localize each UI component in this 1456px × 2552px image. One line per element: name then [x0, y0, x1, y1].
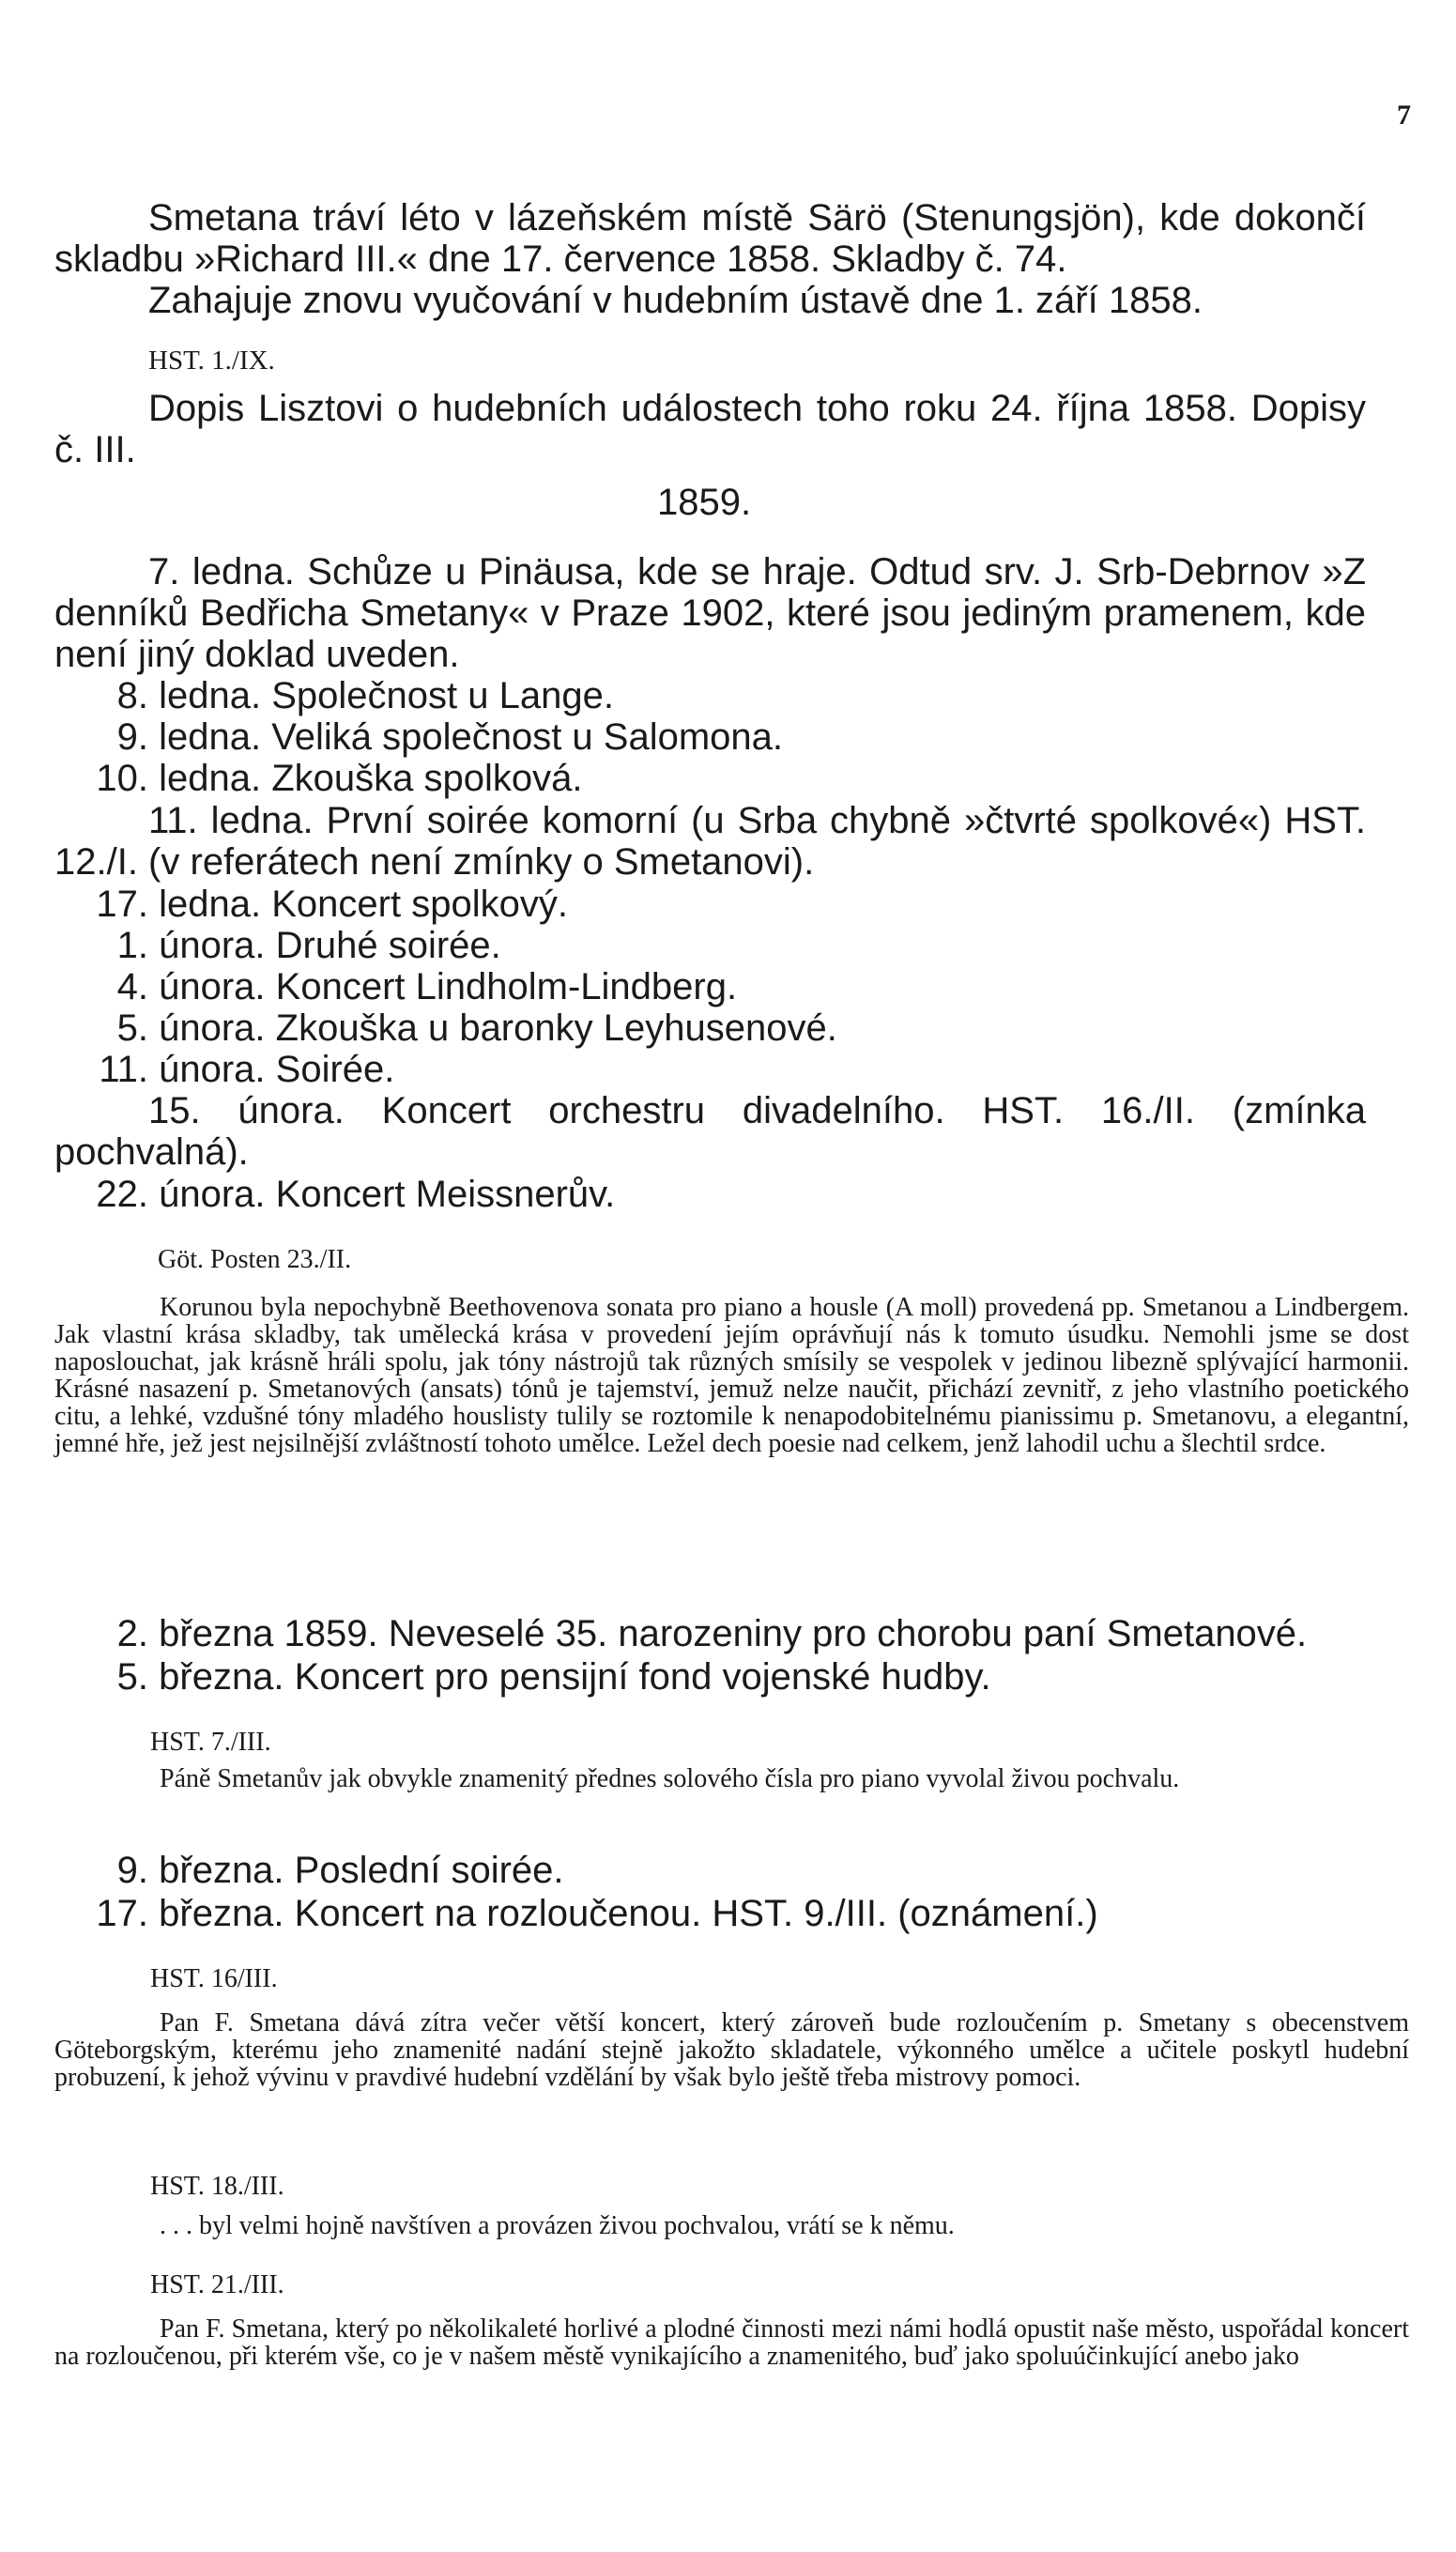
entry-text: Koncert na rozloučenou. HST. 9./III. (oznámení.) — [294, 1893, 1098, 1934]
entry-11-jan — [54, 800, 1366, 883]
entry-month: února. — [159, 1049, 266, 1090]
intro-text-1: Smetana tráví léto v lázeňském místě Särö (Stenungsjön), kde dokončí skladbu »Richard III.« dne 17. července 1858. Skladby č. 74. — [54, 197, 1366, 280]
entry-5-feb — [54, 1007, 1366, 1049]
entry-17-mar — [54, 1893, 1366, 1934]
entry-day: 11. — [99, 1049, 148, 1090]
year-heading: 1859. — [657, 482, 752, 523]
entry-month: ledna. — [159, 675, 262, 716]
intro-paragraph-3 — [54, 388, 1366, 470]
entry-month: ledna. — [159, 758, 262, 799]
entry-day: 10. — [96, 758, 148, 799]
entry-4-feb — [54, 966, 1366, 1007]
intro-text-3: Dopis Lisztovi o hudebních událostech toho roku 24. října 1858. Dopisy č. III. — [54, 388, 1366, 470]
entry-10-jan — [54, 758, 1366, 799]
entry-month: března. — [159, 1893, 284, 1934]
entry-text: Koncert pro pensijní fond vojenské hudby. — [294, 1656, 991, 1698]
entry-day: 4. — [116, 966, 148, 1007]
entry-month: ledna. — [159, 884, 262, 925]
entry-month: února. — [159, 925, 266, 966]
entry-7-jan — [54, 551, 1366, 675]
page-number: 7 — [1397, 100, 1411, 131]
quote-hst-18-iii: . . . byl velmi hojně navštíven a provázen živou pochvalou, vrátí se k němu. — [160, 2211, 955, 2240]
entry-9-jan — [54, 716, 1366, 758]
entry-9-mar — [54, 1850, 1366, 1891]
intro-text-2: Zahajuje znovu vyučování v hudebním ústavě dne 1. září 1858. — [148, 280, 1203, 321]
entry-day: 5. — [116, 1656, 148, 1698]
entry-17-jan — [54, 884, 1366, 925]
entry-1-feb — [54, 925, 1366, 966]
entry-month: ledna. — [159, 716, 262, 758]
entry-month: března 1859. — [159, 1613, 378, 1654]
entry-text: Druhé soirée. — [275, 925, 501, 966]
entry-month: února. — [159, 1174, 266, 1215]
entry-text: Zkouška spolková. — [271, 758, 583, 799]
entry-15-feb-text: 15. února. Koncert orchestru divadelního. HST. 16./II. (zmínka pochvalná). — [54, 1090, 1366, 1173]
quote-got-posten: Korunou byla nepochybně Beethovenova sonata pro piano a housle (A moll) provedená pp. Smetanou a Lindbergem. Jak vlastní krása skladby, tak umělecká krása v provedení jejím oprávňují nás k tomuto úsudku. Nemohli jsme se dost naposlouchat, jak krásně hráli spolu, jak tóny nástrojů tak různých smísily se vespolek v jedinou libezně splývající harmonii. Krásné nasazení p. Smetanových (ansats) tónů je tajemství, jemuž nelze naučit, přichází zevnitř, z jeho vlastního poetického citu, a lehké, vzdušné tóny mladého houslisty tulily se roztomile k nenapodobitelnému pianissimu p. Smetanovu, a elegantní, jemné hře, jež jest nejsilnější zvláštností tohoto umělce. Ležel dech poesie nad celkem, jenž lahodil uchu a šlechtil srdce. — [54, 1293, 1409, 1458]
source-hst-1-ix: HST. 1./IX. — [148, 346, 275, 376]
entry-text: Poslední soirée. — [294, 1850, 564, 1891]
entry-text: Neveselé 35. narozeniny pro chorobu paní Smetanové. — [388, 1613, 1308, 1654]
entry-day: 1. — [116, 925, 148, 966]
entry-day: 5. — [116, 1007, 148, 1049]
entry-month: března. — [159, 1850, 284, 1891]
entry-text: Veliká společnost u Salomona. — [271, 716, 784, 758]
entry-8-jan — [54, 675, 1366, 716]
entry-text: Společnost u Lange. — [271, 675, 614, 716]
entry-day: 2. — [116, 1613, 148, 1654]
entry-22-feb — [54, 1174, 1366, 1215]
quote-hst-21-iii: Pan F. Smetana, který po několikaleté horlivé a plodné činnosti mezi námi hodlá opustit naše město, uspořádal koncert na rozloučenou, při kterém vše, co je v našem městě vynikajícího a znamenitého, buď jako spoluúčinkující anebo jako — [54, 2314, 1409, 2371]
entry-7-jan-text: 7. ledna. Schůze u Pinäusa, kde se hraje. Odtud srv. J. Srb-Debrnov »Z denníků Bedřicha Smetany« v Praze 1902, které jsou jediným pramenem, kde není jiný doklad uveden. — [54, 551, 1366, 675]
entry-month: února. — [159, 966, 266, 1007]
source-got-posten: Göt. Posten 23./II. — [158, 1245, 352, 1274]
source-hst-7-iii: HST. 7./III. — [150, 1728, 271, 1757]
entry-text: Koncert Lindholm-Lindberg. — [275, 966, 738, 1007]
entry-text: Soirée. — [275, 1049, 395, 1090]
entry-2-mar — [54, 1613, 1366, 1654]
entry-month: března. — [159, 1656, 284, 1698]
entry-11-feb — [54, 1049, 1366, 1090]
entry-11-jan-text: 11. ledna. První soirée komorní (u Srba chybně »čtvrté spolkové«) HST. 12./I. (v referátech není zmínky o Smetanovi). — [54, 800, 1366, 883]
entry-day: 8. — [116, 675, 148, 716]
source-hst-21-iii: HST. 21./III. — [150, 2270, 284, 2299]
entry-15-feb — [54, 1090, 1366, 1173]
quote-hst-7-iii: Páně Smetanův jak obvykle znamenitý přednes solového čísla pro piano vyvolal živou pochvalu. — [160, 1764, 1180, 1793]
entry-day: 22. — [96, 1174, 148, 1215]
source-hst-16-iii: HST. 16/III. — [150, 1964, 278, 1993]
entry-day: 17. — [96, 1893, 148, 1934]
entry-day: 9. — [116, 716, 148, 758]
entry-5-mar — [54, 1656, 1366, 1698]
source-hst-18-iii: HST. 18./III. — [150, 2172, 284, 2201]
entry-text: Koncert spolkový. — [271, 884, 568, 925]
entry-day: 9. — [116, 1850, 148, 1891]
entry-day: 17. — [96, 884, 148, 925]
intro-paragraph-1 — [54, 197, 1366, 280]
quote-hst-16-iii: Pan F. Smetana dává zítra večer větší koncert, který zároveň bude rozloučením p. Smetany s obecenstvem Göteborgským, kterému jeho znamenité nadání stejně jakožto skladatele, výkonného umělce a učitele poskytl hudební probuzení, k jehož vývinu v pravdivé hudební vzdělání by však bylo ještě třeba mistrovy pomoci. — [54, 2008, 1409, 2092]
intro-paragraph-2 — [54, 280, 1366, 321]
entry-month: února. — [159, 1007, 266, 1049]
entry-text: Koncert Meissnerův. — [275, 1174, 616, 1215]
entry-text: Zkouška u baronky Leyhusenové. — [275, 1007, 837, 1049]
